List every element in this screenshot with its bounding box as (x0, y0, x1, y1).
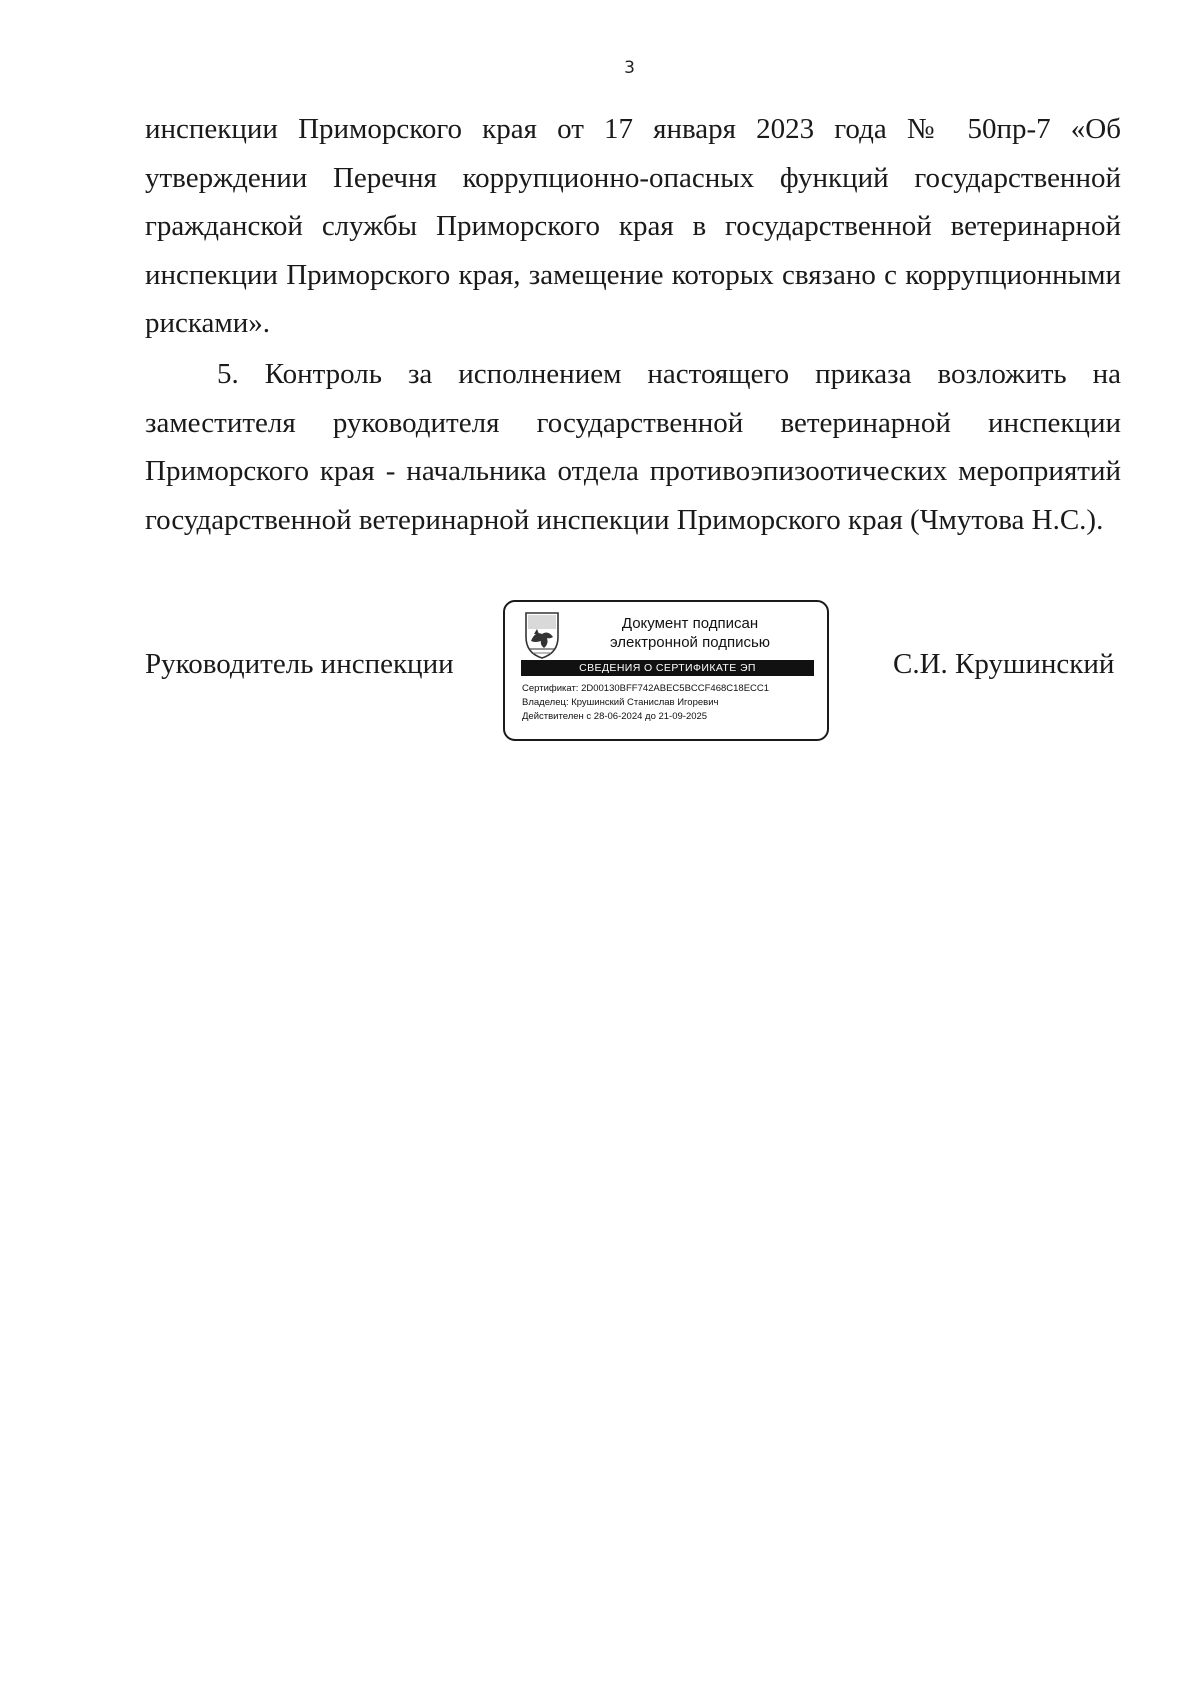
electronic-signature-stamp (503, 600, 829, 741)
paragraph-item-5: 5. Контроль за исполнением настоящего приказа возложить на заместителя руководителя государственной ветеринарной инспекции Приморского края - начальника отдела противоэпизоотических мероприятий государственной ветеринарной инспекции Приморского края (Чмутова Н.С.). (145, 358, 1121, 536)
stamp-header-line-2: электронной подписью (609, 634, 771, 651)
certificate-info-bar: СВЕДЕНИЯ О СЕРТИФИКАТЕ ЭП (521, 660, 814, 676)
page-number: 3 (624, 58, 635, 78)
certificate-number: Сертификат: 2D00130BFF742ABEC5BCCF468C18ECC1 (522, 683, 770, 694)
coat-of-arms-icon (520, 607, 564, 661)
paragraph-continuation: инспекции Приморского края от 17 января 2023 года № 50пр-7 «Об утверждении Перечня коррупционно-опасных функций государственной гражданской службы Приморского края в государственной ветеринарной инспекции Приморского края, замещение которых связано с коррупционными рисками». (145, 113, 1121, 339)
stamp-header (565, 614, 815, 652)
certificate-details (522, 682, 822, 724)
signer-position: Руководитель инспекции (145, 648, 454, 680)
certificate-owner: Владелец: Крушинский Станислав Игоревич (522, 697, 719, 708)
stamp-header-line-1: Документ подписан (621, 615, 759, 632)
signer-name: С.И. Крушинский (893, 648, 1115, 680)
certificate-validity: Действителен с 28-06-2024 до 21-09-2025 (522, 711, 708, 722)
